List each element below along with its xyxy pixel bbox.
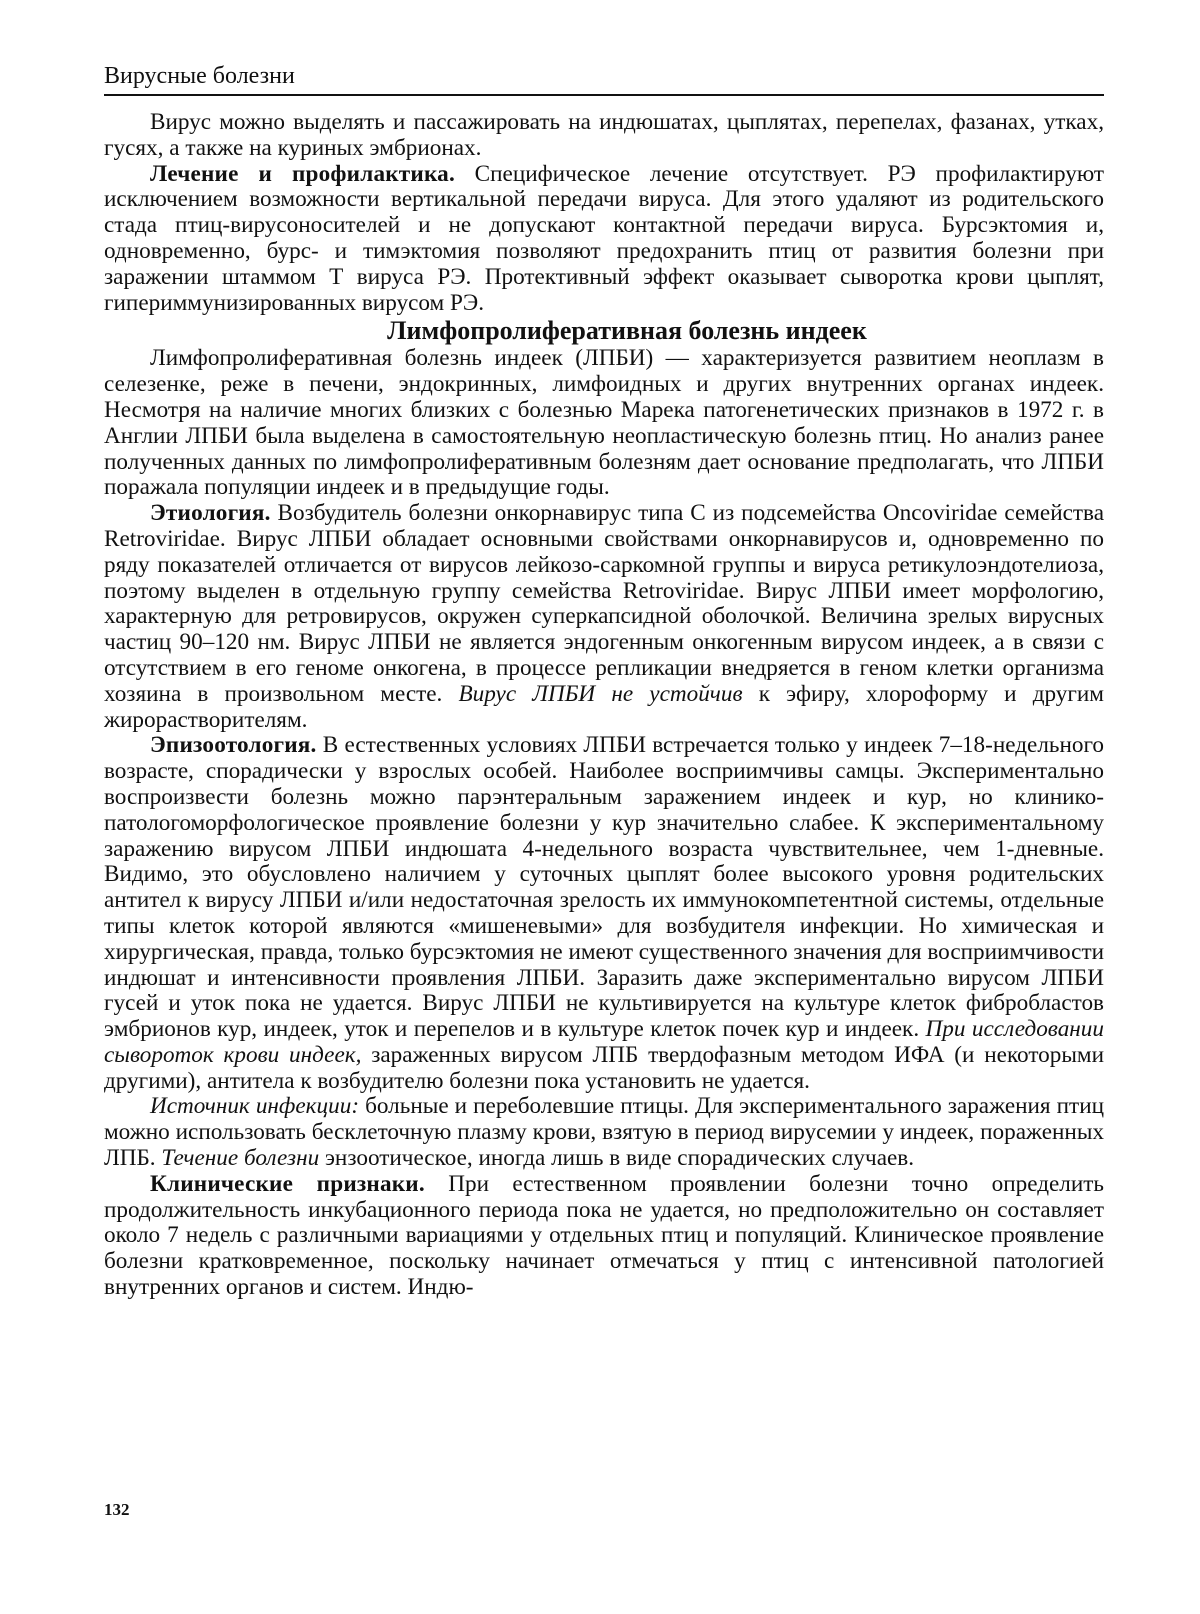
paragraph-infection-source xyxy=(104,1094,1104,1171)
clinical-signs-heading: Клинические признаки. xyxy=(150,1170,425,1197)
epizootology-text: В естественных условиях ЛПБИ встречается только у индеек 7–18-недельного возрасте, спорадически у взрослых особей. Наиболее восприимчивы самцы. Экспериментально воспроизвести болезнь можно парэнтеральным заражением индеек и кур, но клинико-патологоморфологическое проявление болезни у кур значительно слабее. К экспериментальному заражению вирусом ЛПБИ индюшата 4-недельного возраста чувствительнее, чем 1-дневные. Видимо, это обусловлено наличием у суточных цыплят более высокого уровня родительских антител к вирусу ЛПБИ и/или недостаточная зрелость их иммунокомпетентной системы, отдельные типы клеток которой являются «мишеневыми» для возбудителя инфекции. Но химическая и хирургическая, правда, только бурсэктомия не имеют существенного значения для восприимчивости индюшат и интенсивности проявления ЛПБИ. Заразить даже экспериментально вирусом ЛПБИ гусей и уток пока не удается. Вирус ЛПБИ не культивируется на культуре клеток фибробластов эмбрионов кур, индеек, уток и перепелов и в культуре клеток почек кур и индеек. xyxy=(104,732,1104,1043)
treatment-heading: Лечение и профилактика. xyxy=(150,160,455,187)
etiology-heading: Этиология. xyxy=(150,500,271,527)
paragraph-epizootology xyxy=(104,733,1104,1094)
paragraph-disease-definition: Лимфопролиферативная болезнь индеек (ЛПБИ) — характеризуется развитием неоплазм в селезенке, реже в печени, эндокринных, лимфоидных и других внутренних органах индеек. Несмотря на наличие многих близких с болезнью Марека патогенетических признаков в 1972 г. в Англии ЛПБИ была выделена в самостоятельную неопластическую болезнь птиц. Но анализ ранее полученных данных по лимфопролиферативным болезням дает основание предполагать, что ЛПБИ поражала популяции индеек и в предыдущие годы. xyxy=(104,345,1104,501)
epizootology-italic: При исследовании сывороток крови индеек, xyxy=(104,1016,1104,1068)
section-title: Лимфопролиферативная болезнь индеек xyxy=(387,316,867,346)
paragraph-treatment xyxy=(104,162,1104,317)
infection-source-italic: Источник инфекции: xyxy=(150,1093,360,1120)
paragraph-etiology xyxy=(104,501,1104,733)
body-text xyxy=(104,110,1104,1301)
paragraph-clinical-signs xyxy=(104,1172,1104,1301)
disease-course-italic: Течение болезни xyxy=(161,1145,320,1172)
clinical-signs-text: При естественном проявлении болезни точно определить продолжительность инкубационного периода пока не удается, но предположительно он составляет около 7 недель с различными вариациями у отдельных птиц и популяций. Клиническое проявление болезни кратковременное, поскольку начинает отмечаться у птиц с интенсивной патологией внутренних органов и систем. Индю- xyxy=(104,1170,1104,1301)
disease-course-text: энзоотическое, иногда лишь в виде спорадических случаев. xyxy=(319,1145,915,1172)
etiology-italic: Вирус ЛПБИ не устойчив xyxy=(458,680,743,707)
etiology-text: Возбудитель болезни онкорнавирус типа С из подсемейства Oncoviridae семейства Retroviridae. Вирус ЛПБИ обладает основными свойствами онкорнавирусов и, одновременно по ряду показателей отличается от вирусов лейкозо-саркомной группы и вируса ретикулоэндотелиоза, поэтому выделен в отдельную группу семейства Retroviridae. Вирус ЛПБИ имеет морфологию, характерную для ретровирусов, окружен суперкапсидной оболочкой. Величина зрелых вирусных частиц 90–120 нм. Вирус ЛПБИ не является эндогенным онкогенным вирусом индеек, а в связи с отсутствием в его геноме онкогена, в процессе репликации внедряется в геном клетки организма хозяина в произвольном месте. xyxy=(104,500,1104,707)
running-header: Вирусные болезни xyxy=(104,60,1104,96)
page-number: 132 xyxy=(104,1500,130,1519)
etiology-tail: к эфиру, хлороформу и другим жирорастворителям. xyxy=(104,680,1104,733)
treatment-text: Специфическое лечение отсутствует. РЭ профилактируют исключением возможности вертикальной передачи вируса. Для этого удаляют из родительского стада птиц-вирусоносителей и не допускают контактной передачи вируса. Бурсэктомия и, одновременно, бурс- и тимэктомия позволяют предохранить птиц от развития болезни при заражении штаммом Т вируса РЭ. Протективный эффект оказывает сыворотка крови цыплят, гипериммунизированных вирусом РЭ. xyxy=(104,160,1104,316)
epizootology-tail: зараженных вирусом ЛПБ твердофазным методом ИФА (и некоторыми другими), антитела к возбудителю болезни пока установить не удается. xyxy=(104,1041,1104,1094)
epizootology-heading: Эпизоотология. xyxy=(150,732,317,759)
infection-source-text: больные и переболевшие птицы. Для экспериментального заражения птиц можно использовать бесклеточную плазму крови, взятую в период вирусемии у индеек, пораженных ЛПБ. xyxy=(104,1093,1105,1172)
paragraph-virus-isolation: Вирус можно выделять и пассажировать на индюшатах, цыплятах, перепелах, фазанах, утках, гусях, а также на куриных эмбрионах. xyxy=(104,109,1104,161)
document-page xyxy=(104,60,1104,1301)
